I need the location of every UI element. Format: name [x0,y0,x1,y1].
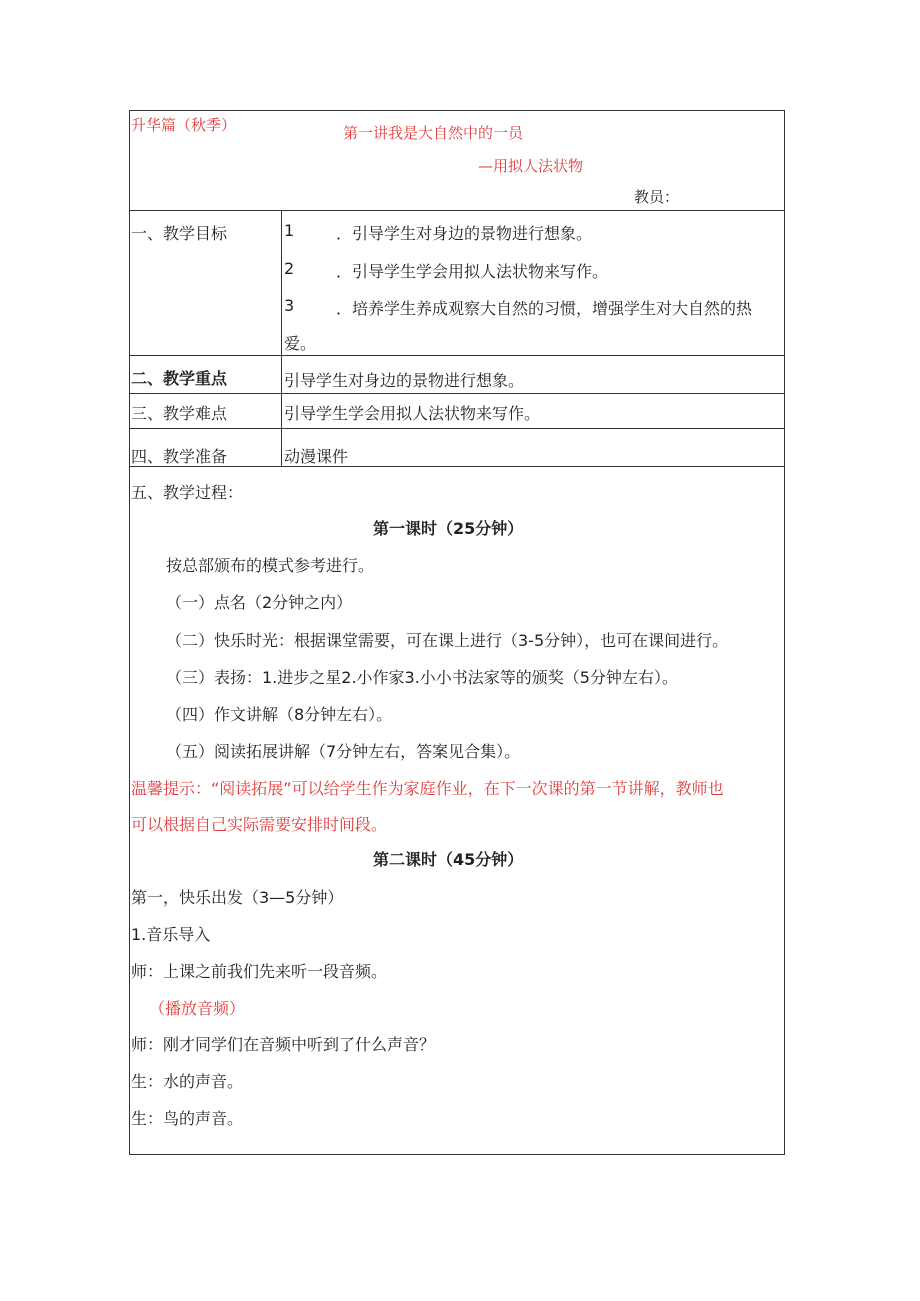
stage-direction: （播放音频） [149,999,246,1018]
lesson1-item: （一）点名（2分钟之内） [166,593,353,612]
lesson2-line: 第一，快乐出发（3—5分钟） [131,888,344,907]
objective-text-continued: 爱。 [284,334,317,353]
row-divider [129,210,785,211]
tip-text: 温馨提示：“阅读拓展”可以给学生作为家庭作业，在下一次课的第一节讲解，教师也 [131,779,724,798]
row-divider [129,428,785,429]
row-divider [129,355,785,356]
process-label: 五、教学过程： [131,483,244,502]
lesson2-line: 师：刚才同学们在音频中听到了什么声音？ [131,1035,436,1054]
lesson1-item: （五）阅读拓展讲解（7分钟左右，答案见合集）。 [166,742,521,761]
objective-text: ．引导学生学会用拟人法状物来写作。 [336,262,609,281]
difficulty-value: 引导学生学会用拟人法状物来写作。 [284,404,541,423]
teacher-label: 教员： [634,188,680,206]
lesson1-intro: 按总部颁布的模式参考进行。 [166,556,375,575]
lesson1-item: （三）表扬：1.进步之星2.小作家3.小小书法家等的颁奖（5分钟左右）。 [166,668,678,687]
lesson-title: 第一讲我是大自然中的一员 [343,124,524,142]
lesson1-item: （二）快乐时光：根据课堂需要，可在课上进行（3-5分钟），也可在课间进行。 [166,631,729,650]
objective-number: 2 [284,259,295,278]
objective-number: 1 [284,221,295,240]
objective-text: ．培养学生养成观察大自然的习惯，增强学生对大自然的热 [336,299,753,318]
difficulty-label: 三、教学难点 [131,404,228,423]
lesson2-line: 生：水的声音。 [131,1072,244,1091]
focus-value: 引导学生对身边的景物进行想象。 [284,371,525,390]
series-label: 升华篇（秋季） [131,116,237,134]
lesson1-item: （四）作文讲解（8分钟左右）。 [166,705,393,724]
objectives-label: 一、教学目标 [131,224,228,243]
lesson1-title: 第一课时（25分钟） [373,519,524,538]
objective-text: ．引导学生对身边的景物进行想象。 [336,224,593,243]
row-divider [129,393,785,394]
prep-label: 四、教学准备 [131,447,228,466]
row-divider [129,466,785,467]
lesson2-line: 1.音乐导入 [131,925,211,944]
lesson2-line: 生：鸟的声音。 [131,1109,244,1128]
focus-label: 二、教学重点 [131,369,228,388]
lesson-subtitle: —用拟人法状物 [478,157,584,175]
prep-value: 动漫课件 [284,447,349,466]
objective-number: 3 [284,296,295,315]
lesson2-title: 第二课时（45分钟） [373,850,524,869]
tip-text-continued: 可以根据自己实际需要安排时间段。 [131,815,388,834]
lesson2-line: 师：上课之前我们先来听一段音频。 [131,962,388,981]
column-divider [281,210,282,466]
